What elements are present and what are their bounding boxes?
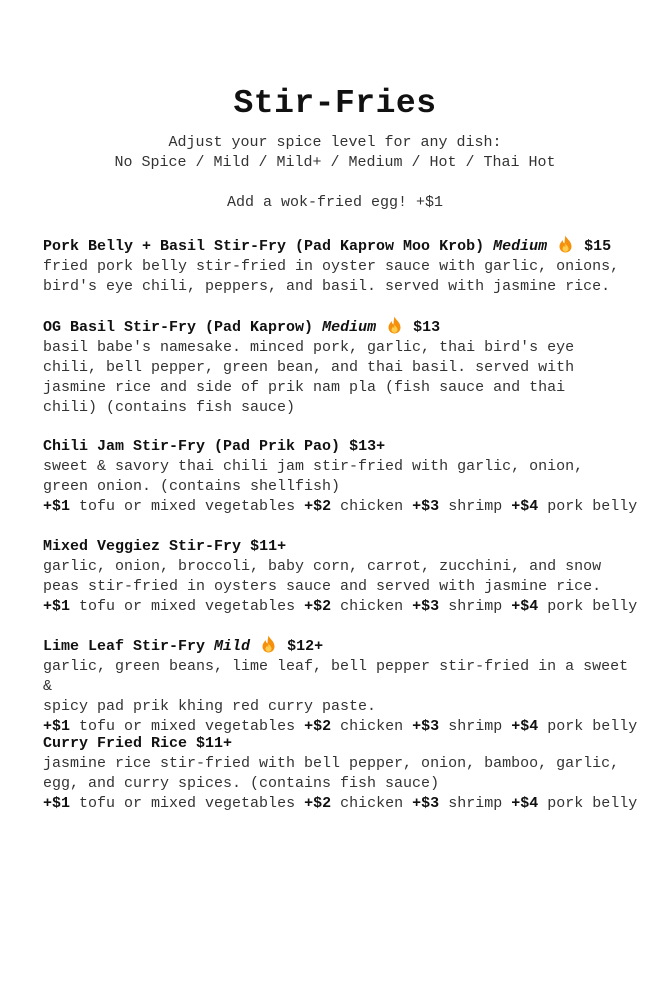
- item-heading: [43, 635, 643, 657]
- protein-addons: +$1 tofu or mixed vegetables +$2 chicken +$3 shrimp +$4 pork belly: [43, 498, 638, 515]
- item-price: $12+: [287, 638, 324, 655]
- item-description: garlic, onion, broccoli, baby corn, carrot, zucchini, and snow peas stir-fried in oysters sauce and served with jasmine rice.: [43, 558, 602, 595]
- item-price: $11+: [250, 538, 287, 555]
- item-name: Curry Fried Rice: [43, 735, 188, 752]
- protein-addons: +$1 tofu or mixed vegetables +$2 chicken +$3 shrimp +$4 pork belly: [43, 598, 638, 615]
- menu-item: [43, 235, 643, 297]
- item-heading: [43, 437, 643, 457]
- menu-item: [43, 537, 643, 617]
- egg-addon: Add a wok-fried egg! +$1: [226, 194, 444, 211]
- spice-level: Mild: [214, 638, 251, 655]
- fire-icon: [261, 635, 276, 653]
- menu-item: [43, 635, 643, 737]
- fire-icon: [558, 235, 573, 253]
- protein-addons: +$1 tofu or mixed vegetables +$2 chicken +$3 shrimp +$4 pork belly: [43, 718, 638, 735]
- item-description: basil babe's namesake. minced pork, garlic, thai bird's eye chili, bell pepper, green bean, and thai basil. served with jasmine rice and side of prik nam pla (fish sauce and thai chili) (contains fish sauce): [43, 339, 575, 416]
- item-price: $15: [584, 238, 612, 255]
- protein-addons: +$1 tofu or mixed vegetables +$2 chicken +$3 shrimp +$4 pork belly: [43, 795, 638, 812]
- item-description: sweet & savory thai chili jam stir-fried with garlic, onion, green onion. (contains shellfish): [43, 458, 584, 495]
- item-heading: [43, 537, 643, 557]
- spice-level: Medium: [493, 238, 548, 255]
- item-description: jasmine rice stir-fried with bell pepper, onion, bamboo, garlic, egg, and curry spices. (contains fish sauce): [43, 755, 620, 792]
- spice-intro: Adjust your spice level for any dish:: [168, 134, 502, 151]
- item-price: $13: [413, 319, 441, 336]
- item-name: Chili Jam Stir-Fry (Pad Prik Pao): [43, 438, 341, 455]
- item-heading: [43, 316, 643, 338]
- menu-item: [43, 316, 643, 418]
- item-price: $11+: [196, 735, 233, 752]
- item-description: garlic, green beans, lime leaf, bell pepper stir-fried in a sweet & spicy pad prik khing red curry paste.: [43, 658, 629, 715]
- item-heading: [43, 734, 643, 754]
- item-name: OG Basil Stir-Fry (Pad Kaprow): [43, 319, 314, 336]
- item-heading: [43, 235, 643, 257]
- item-price: $13+: [349, 438, 386, 455]
- fire-icon: [387, 316, 402, 334]
- item-name: Pork Belly + Basil Stir-Fry (Pad Kaprow Moo Krob): [43, 238, 485, 255]
- item-description: fried pork belly stir-fried in oyster sauce with garlic, onions, bird's eye chili, peppers, and basil. served with jasmine rice.: [43, 258, 620, 295]
- item-name: Mixed Veggiez Stir-Fry: [43, 538, 242, 555]
- spice-levels: No Spice / Mild / Mild+ / Medium / Hot / Thai Hot: [114, 154, 556, 171]
- menu-item: [43, 734, 643, 814]
- spice-level: Medium: [322, 319, 377, 336]
- page-title: Stir-Fries: [233, 85, 437, 122]
- item-name: Lime Leaf Stir-Fry: [43, 638, 206, 655]
- menu-item: [43, 437, 643, 517]
